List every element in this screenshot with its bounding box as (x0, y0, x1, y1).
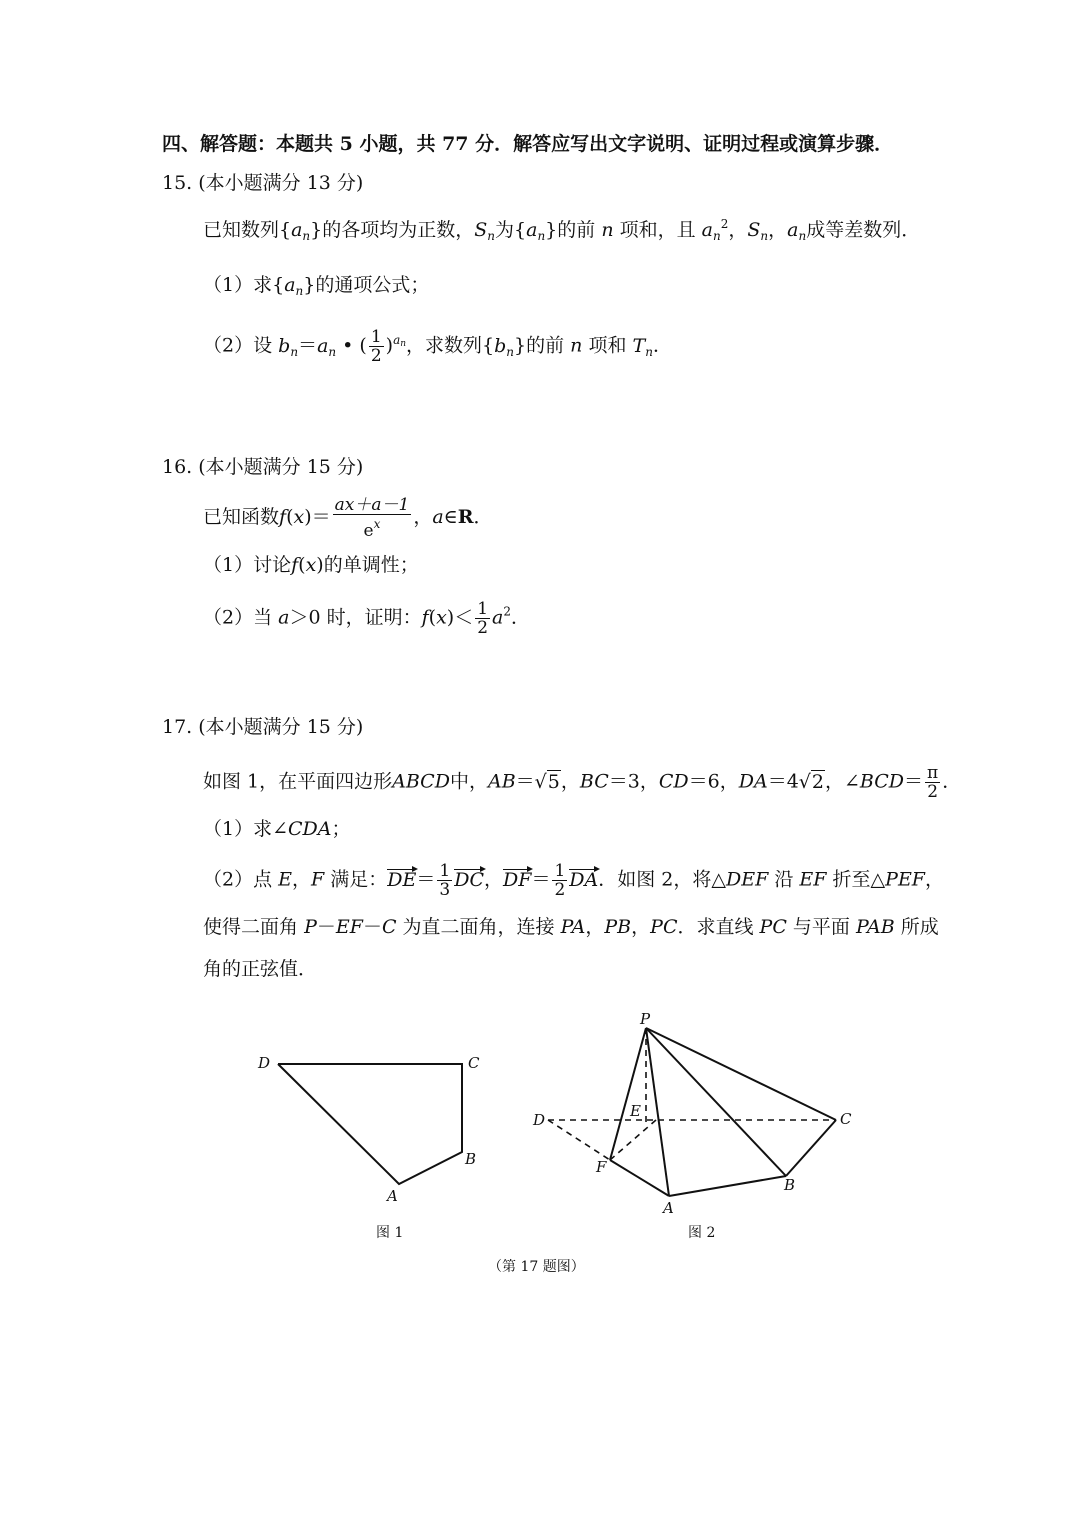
fig2-label-e: E (630, 1102, 641, 1120)
q16-stem: 已知函数f(x)＝ $\frac{ax+a-1}{e^x}$ ，a∈R． (203, 495, 493, 541)
figure-caption: （第 17 题图） (488, 1259, 585, 1275)
fig2-label-c: C (840, 1110, 852, 1128)
fig2-label-d: D (533, 1111, 546, 1129)
fig1-caption: 图 1 (376, 1225, 404, 1241)
fig2-label-a: A (663, 1199, 674, 1217)
q17-part2-line3: 角的正弦值． (203, 958, 318, 980)
figure-2 (548, 1028, 836, 1196)
fig2-label-b: B (784, 1176, 796, 1194)
q15-score: (本小题满分 13 分) (198, 172, 364, 194)
q17-stem: 如图 1，在平面四边形ABCD中，AB＝√5，BC＝3，CD＝6，DA＝4√2，∠BCD＝ $\frac{\pi}{2}$ ． (203, 763, 962, 802)
q15-stem: 已知数列$\{a_n\}$的各项均为正数，$S_n$为$\{a_n\}$的前 n 项和，且 $a_n^2$，$S_n$，$a_n$成等差数列． (203, 217, 921, 243)
q16-number: 16. (162, 456, 193, 478)
q16-score: (本小题满分 15 分) (198, 456, 364, 478)
fig2-caption: 图 2 (688, 1225, 716, 1241)
q17-part1: （1）求∠CDA； (203, 818, 351, 840)
fig1-label-c: C (468, 1054, 480, 1072)
fig1-label-d: D (258, 1054, 271, 1072)
q15-number: 15. (162, 172, 193, 194)
fig1-label-a: A (387, 1187, 398, 1205)
q17-part2-line2: 使得二面角 P－EF－C 为直二面角，连接 PA，PB，PC．求直线 PC 与平面 PAB 所成 (203, 916, 939, 938)
section-header: 四、解答题：本题共 5 小题，共 77 分．解答应写出文字说明、证明过程或演算步骤． (162, 133, 894, 155)
fig2-label-f: F (596, 1158, 607, 1176)
q17-part2: （2）点 E，F 满足：DE＝ $\frac{1}{3}$ DC，DF＝ $\frac{1}{2}$ DA．如图 2，将△DEF 沿 EF 折至△PEF， (203, 861, 945, 900)
q16-part2: （2）当 a＞0 时，证明：f(x)＜ $\frac{1}{2}$ $a^2$． (203, 599, 531, 638)
q17-score: (本小题满分 15 分) (198, 716, 364, 738)
figure-1 (278, 1064, 462, 1184)
q17-number: 17. (162, 716, 193, 738)
fig2-label-p: P (640, 1010, 651, 1028)
q15-part1: （1）求$\{a_n\}$的通项公式； (203, 274, 430, 298)
fig1-label-b: B (465, 1150, 477, 1168)
q15-part2: （2）设 $b_n=a_n$ • ( $\frac{1}{2}$ )$^{a_n}$，求数列$\{b_n\}$的前 n 项和 $T_n$． (203, 327, 672, 366)
q16-part1: （1）讨论f(x)的单调性； (203, 554, 419, 576)
